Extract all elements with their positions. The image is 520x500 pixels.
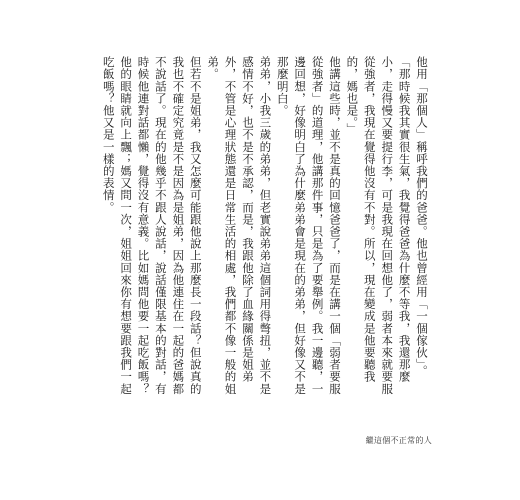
running-footer: 繼這個不正常的人 xyxy=(365,436,432,445)
body-text xyxy=(99,56,430,396)
paragraph-4: 弟弟，小我三歲的弟弟，但老實說弟弟這個詞用得彆扭，並不是感情不好，也不是不承認，而是，我跟他除了血緣關係是姐弟外，不管是心理狀態還是日常生活的相處，我們都不像一般的姐弟。 xyxy=(206,56,273,395)
paragraph-3: 他講這些時，並不是真的回憶爸爸了，而是在講一個「弱者要服從強者」的道理，他講那件事，只是為了要舉例。我一邊聽，一邊回想，好像明白了為什麼弟弟會是現在的弟弟，但好像又不是那麼明白。 xyxy=(275,56,342,395)
paragraph-1: 他用「那個人」稱呼我們的爸爸。他也曾經用「一個傢伙」。 xyxy=(415,56,429,377)
paragraph-5: 但若不是姐弟，我又怎麼可能跟他說上那麼長一段話？但說真的我也不確定究竟是不是因為是姐弟，因為他連住在一起的爸媽都不說話了。現在的他幾乎不跟人說話，說話僅限基本的對話，有時候他連對話都懶，覺得沒有意義。比如媽問他要一起吃飯嗎？他的眼睛就向上飄；媽又問一次，姐姐回來你有想要跟我們一起吃飯嗎？他又是一樣的表情。 xyxy=(101,56,203,395)
paragraph-2: 「那時候我其實很生氣，我覺得爸爸為什麼不等我，我還那麼小，走得慢又要提行李，可是我現在回想他了，弱者本來就要服從強者，我現在覺得他沒有不對。所以，現在變成是他要聽我的，媽也是。」 xyxy=(345,56,412,395)
